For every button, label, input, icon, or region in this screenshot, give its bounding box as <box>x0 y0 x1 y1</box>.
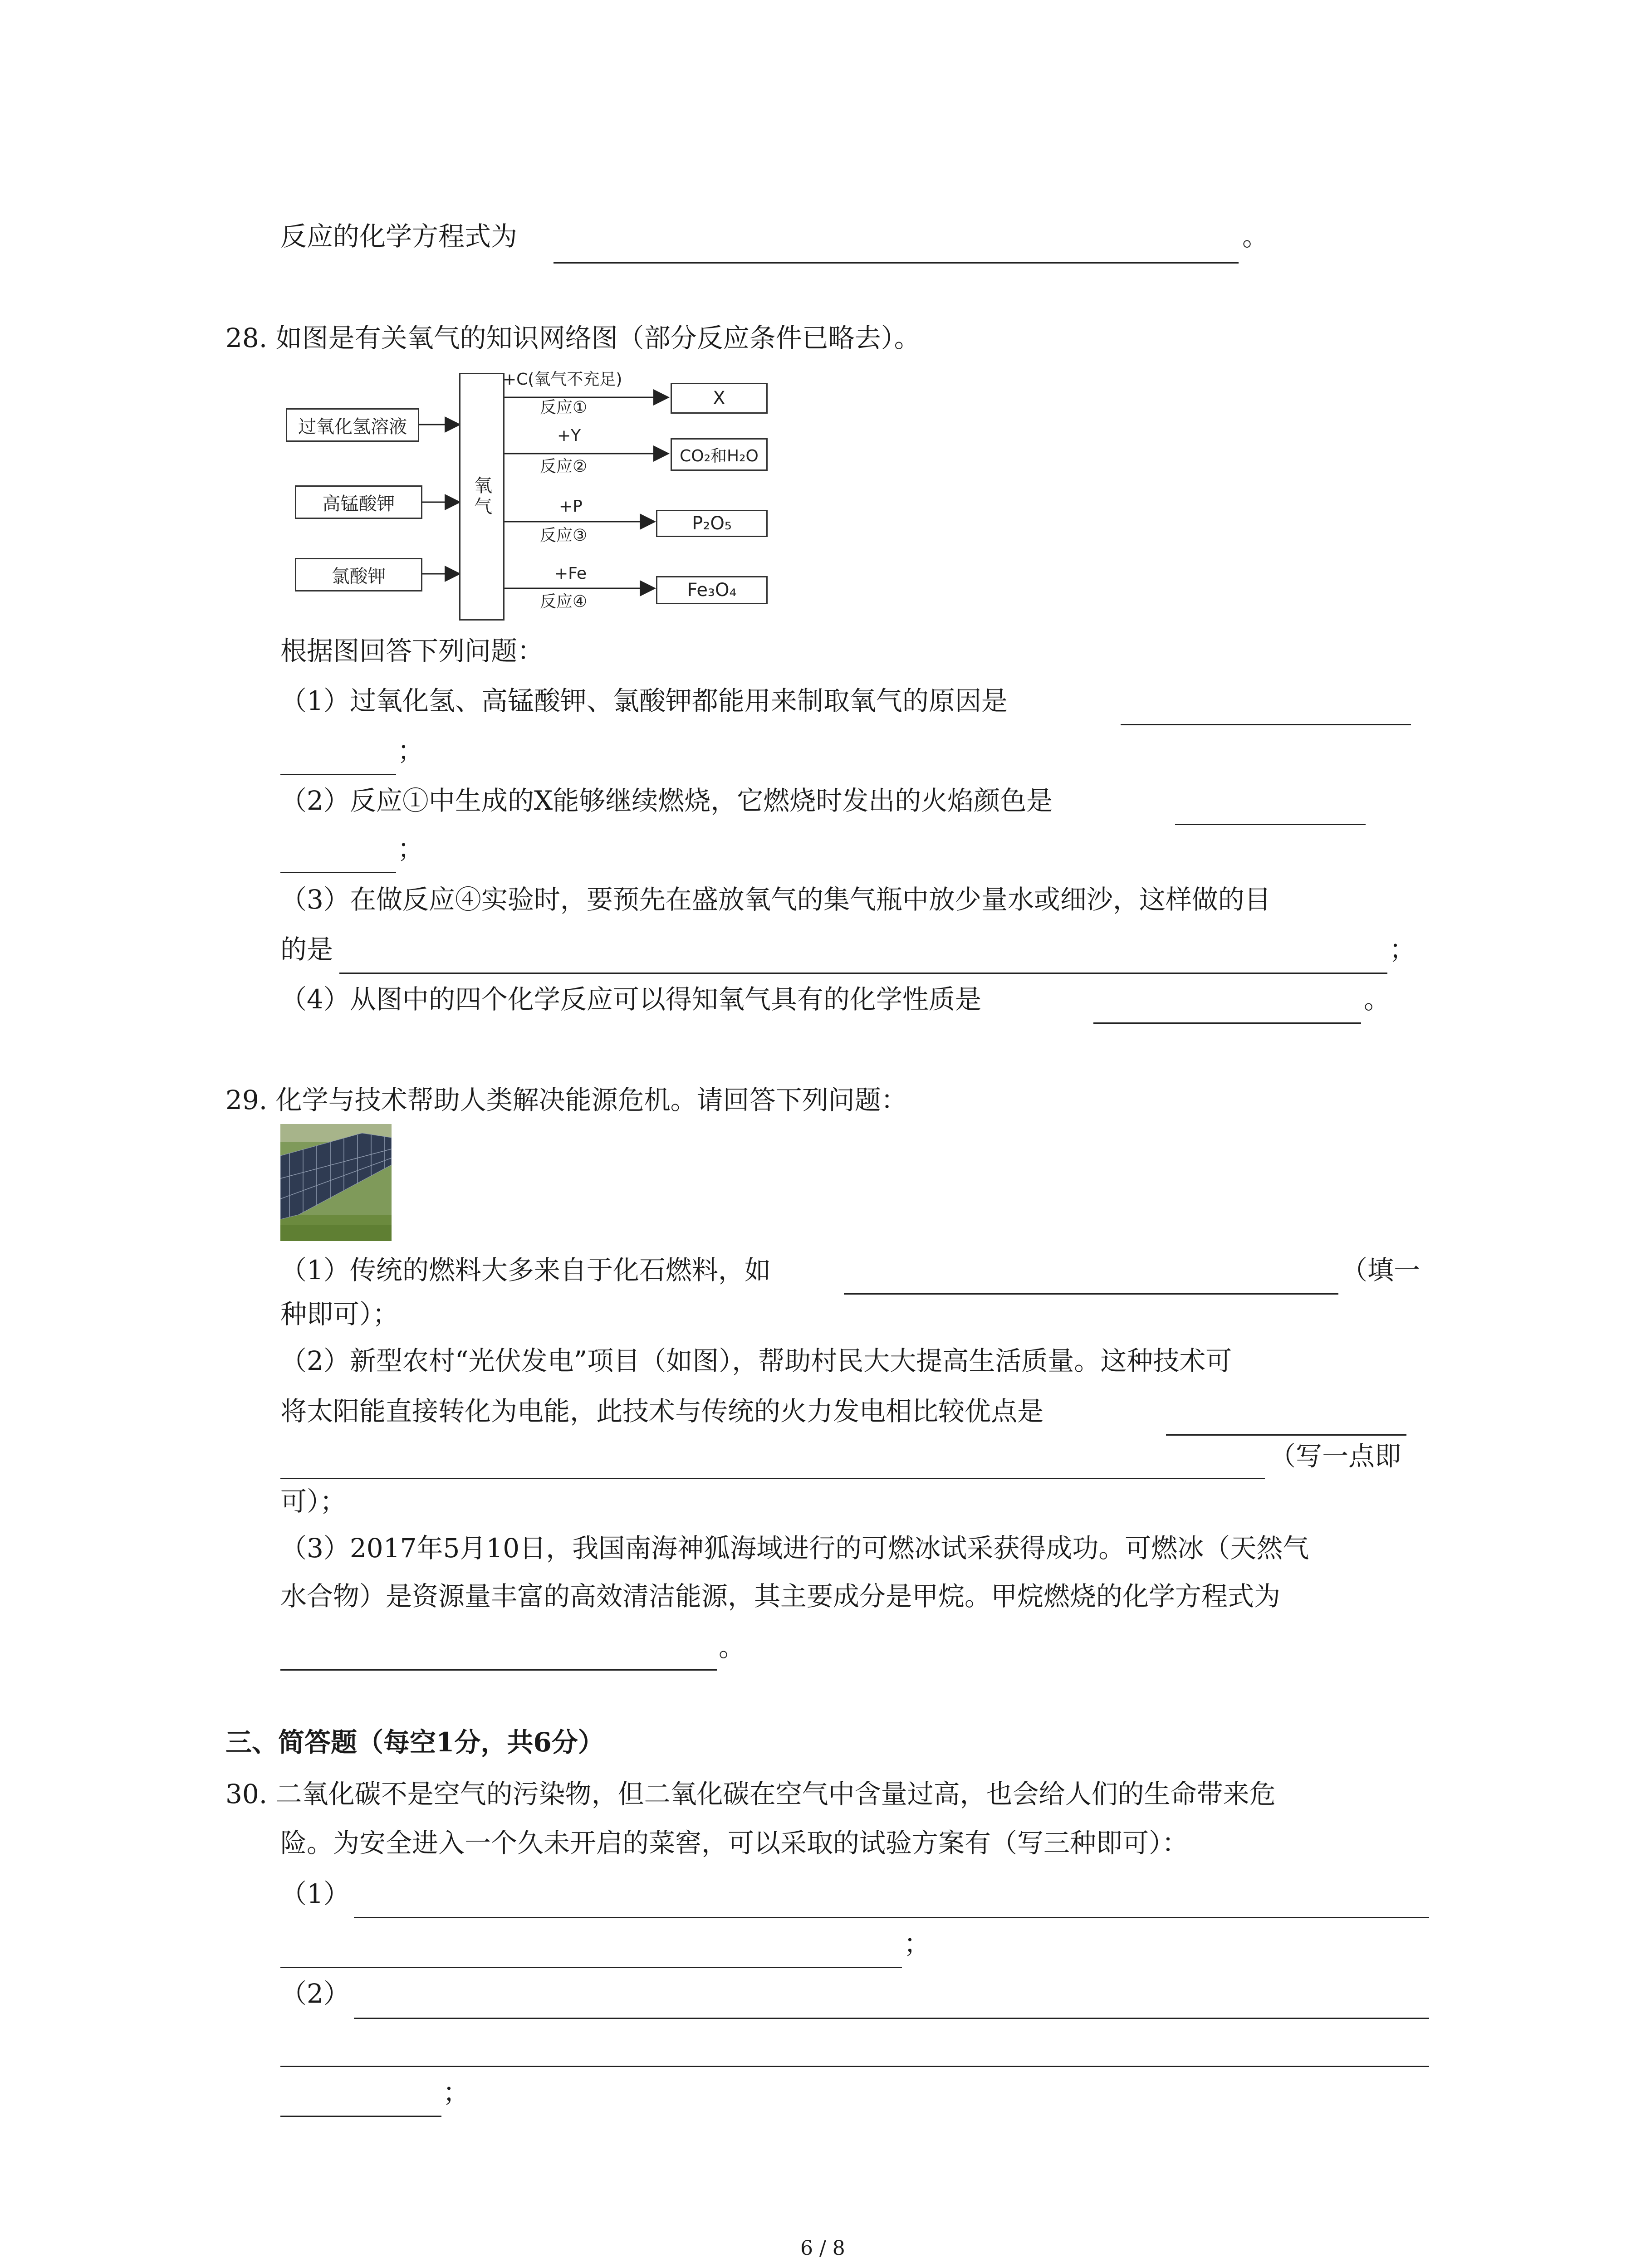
answer-blank[interactable] <box>280 872 396 873</box>
text-line: （3）2017年5月10日，我国南海神狐海域进行的可燃冰试采获得成功。可燃冰（天然气 <box>280 1533 1309 1564</box>
reagent-label: +Y <box>557 426 581 445</box>
reagent-label: +C(氧气不充足) <box>503 370 622 389</box>
text-line: （填一 <box>1341 1255 1421 1286</box>
text-line: （1） <box>280 1878 350 1909</box>
answer-blank[interactable] <box>280 2066 1429 2067</box>
text-line: 的是 <box>280 934 333 965</box>
answer-blank[interactable] <box>1093 1022 1361 1024</box>
text-line: 将太阳能直接转化为电能，此技术与传统的火力发电相比较优点是 <box>280 1396 1044 1427</box>
question-29: 29. 化学与技术帮助人类解决能源危机。请回答下列问题： <box>225 1085 907 1115</box>
text-line: ； <box>904 1928 931 1959</box>
text-line: ； <box>397 833 424 864</box>
text-line: （2）反应①中生成的X能够继续燃烧，它燃烧时发出的火焰颜色是 <box>280 785 1053 816</box>
answer-blank[interactable] <box>339 973 1387 974</box>
source-potassium-chlorate: 氯酸钾 <box>295 558 422 591</box>
answer-blank[interactable] <box>280 1967 902 1968</box>
text-line: （4）从图中的四个化学反应可以得知氧气具有的化学性质是 <box>280 984 981 1015</box>
text-line: （3）在做反应④实验时，要预先在盛放氧气的集气瓶中放少量水或细沙，这样做的目 <box>280 884 1271 915</box>
answer-blank[interactable] <box>1175 824 1366 825</box>
answer-blank[interactable] <box>354 2018 1429 2019</box>
text-line: 。 <box>1364 984 1391 1015</box>
product-box: X <box>671 383 768 414</box>
product-box: CO₂和H₂O <box>671 438 768 471</box>
reagent-label: +P <box>559 497 583 516</box>
reaction-label: 反应④ <box>540 592 588 611</box>
reaction-label: 反应② <box>540 457 588 476</box>
answer-blank[interactable] <box>280 774 396 775</box>
text-line: 险。为安全进入一个久未开启的菜窖，可以采取的试验方案有（写三种即可）： <box>280 1828 1189 1858</box>
text-line: 。 <box>719 1632 745 1662</box>
text-line: 种即可）； <box>280 1299 399 1330</box>
text-line: （2）新型农村“光伏发电”项目（如图），帮助村民大大提高生活质量。这种技术可 <box>280 1345 1232 1376</box>
text-line: ； <box>443 2077 470 2108</box>
text-line: 水合物）是资源量丰富的高效清洁能源，其主要成分是甲烷。甲烷燃烧的化学方程式为 <box>280 1581 1281 1612</box>
question-28: 28. 如图是有关氧气的知识网络图（部分反应条件已略去）。 <box>225 323 921 353</box>
page-number: 6 / 8 <box>800 2237 845 2260</box>
oxygen-center-box <box>459 373 505 621</box>
text-line: ； <box>397 735 424 766</box>
section-heading: 三、简答题（每空1分，共6分） <box>225 1727 604 1758</box>
source-hydrogen-peroxide: 过氧化氢溶液 <box>286 408 419 442</box>
answer-blank[interactable] <box>280 1669 717 1671</box>
text-line: 。 <box>1242 221 1269 252</box>
text-line: （1）传统的燃料大多来自于化石燃料，如 <box>280 1255 771 1286</box>
answer-blank[interactable] <box>280 1478 1265 1479</box>
solar-panel-photo <box>280 1124 392 1241</box>
answer-blank[interactable] <box>1166 1434 1406 1436</box>
text-line: 根据图回答下列问题： <box>280 635 544 666</box>
text-line: （写一点即 <box>1269 1441 1401 1471</box>
text-line: ； <box>1389 934 1416 965</box>
oxygen-label: 氧气 <box>471 476 492 518</box>
answer-blank[interactable] <box>280 2116 441 2117</box>
product-box: P₂O₅ <box>656 510 768 537</box>
text-line: 可）； <box>280 1486 347 1517</box>
answer-blank[interactable] <box>1121 724 1411 725</box>
product-box: Fe₃O₄ <box>656 576 768 604</box>
reagent-label: +Fe <box>554 564 587 583</box>
question-30: 30. 二氧化碳不是空气的污染物，但二氧化碳在空气中含量过高，也会给人们的生命带来危 <box>225 1779 1276 1809</box>
answer-blank[interactable] <box>354 1917 1429 1918</box>
answer-blank[interactable] <box>844 1293 1338 1295</box>
text-line: （2） <box>280 1978 350 2009</box>
text-line: 反应的化学方程式为 <box>280 221 518 252</box>
source-potassium-permanganate: 高锰酸钾 <box>295 485 422 519</box>
reaction-label: 反应③ <box>540 526 588 545</box>
reaction-label: 反应① <box>540 398 588 417</box>
text-line: （1）过氧化氢、高锰酸钾、氯酸钾都能用来制取氧气的原因是 <box>280 685 1008 716</box>
